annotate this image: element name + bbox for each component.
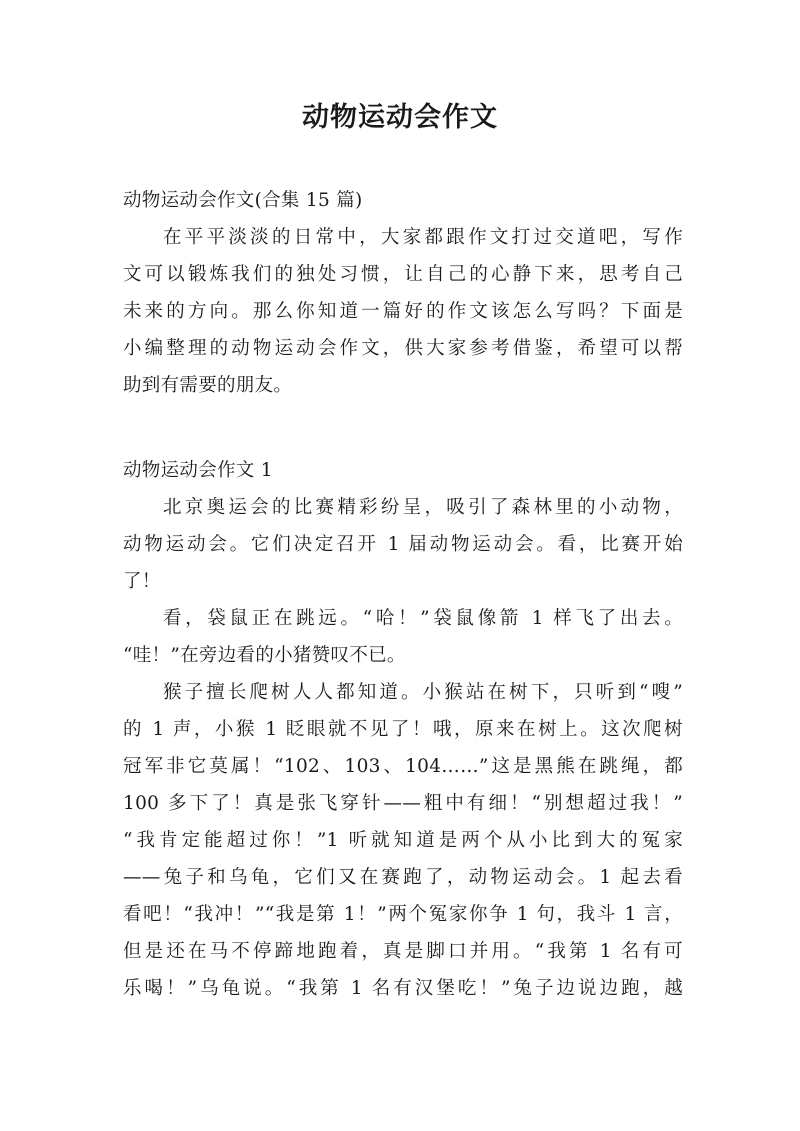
paragraph-line: 的 1 声，小猴 1 眨眼就不见了！哦，原来在树上。这次爬树 bbox=[123, 719, 683, 740]
section-heading: 动物运动会作文 1 bbox=[123, 460, 273, 481]
paragraph-line: 100 多下了！真是张飞穿针——粗中有细！“别想超过我！” bbox=[123, 793, 683, 814]
paragraph-line: 冠军非它莫属！“102、103、104……”这是黑熊在跳绳，都 bbox=[123, 756, 683, 777]
paragraph-line: 文可以锻炼我们的独处习惯，让自己的心静下来，思考自己 bbox=[123, 264, 683, 285]
document-title: 动物运动会作文 bbox=[302, 102, 498, 133]
paragraph-line: 猴子擅长爬树人人都知道。小猴站在树下，只听到“嗖” bbox=[163, 682, 683, 703]
paragraph-line: 北京奥运会的比赛精彩纷呈，吸引了森林里的小动物， bbox=[163, 497, 683, 518]
paragraph-line: “我肯定能超过你！”1 听就知道是两个从小比到大的冤家 bbox=[123, 830, 683, 851]
paragraph-line: 助到有需要的朋友。 bbox=[123, 375, 293, 396]
paragraph-line: 看，袋鼠正在跳远。“哈！”袋鼠像箭 1 样飞了出去。 bbox=[163, 608, 683, 629]
document-body bbox=[123, 182, 683, 1007]
paragraph-line: 未来的方向。那么你知道一篇好的作文该怎么写吗？下面是 bbox=[123, 301, 683, 322]
paragraph-line: 了！ bbox=[123, 571, 161, 592]
section-heading: 动物运动会作文(合集 15 篇) bbox=[123, 190, 363, 211]
section-spacer bbox=[123, 404, 683, 452]
paragraph-line: 小编整理的动物运动会作文，供大家参考借鉴，希望可以帮 bbox=[123, 338, 683, 359]
paragraph-line: 在平平淡淡的日常中，大家都跟作文打过交道吧，写作 bbox=[163, 227, 683, 248]
paragraph-line: “哇！”在旁边看的小猪赞叹不已。 bbox=[123, 645, 406, 666]
paragraph-line: 但是还在马不停蹄地跑着，真是脚口并用。“我第 1 名有可 bbox=[123, 941, 683, 962]
paragraph-line: 动物运动会。它们决定召开 1 届动物运动会。看，比赛开始 bbox=[123, 534, 683, 555]
paragraph-line: 乐喝！”乌龟说。“我第 1 名有汉堡吃！”兔子边说边跑，越 bbox=[123, 978, 683, 999]
paragraph-line: 看吧！“我冲！”“我是第 1！”两个冤家你争 1 句，我斗 1 言， bbox=[123, 904, 683, 925]
paragraph-line: ——兔子和乌龟，它们又在赛跑了，动物运动会。1 起去看 bbox=[123, 867, 683, 888]
